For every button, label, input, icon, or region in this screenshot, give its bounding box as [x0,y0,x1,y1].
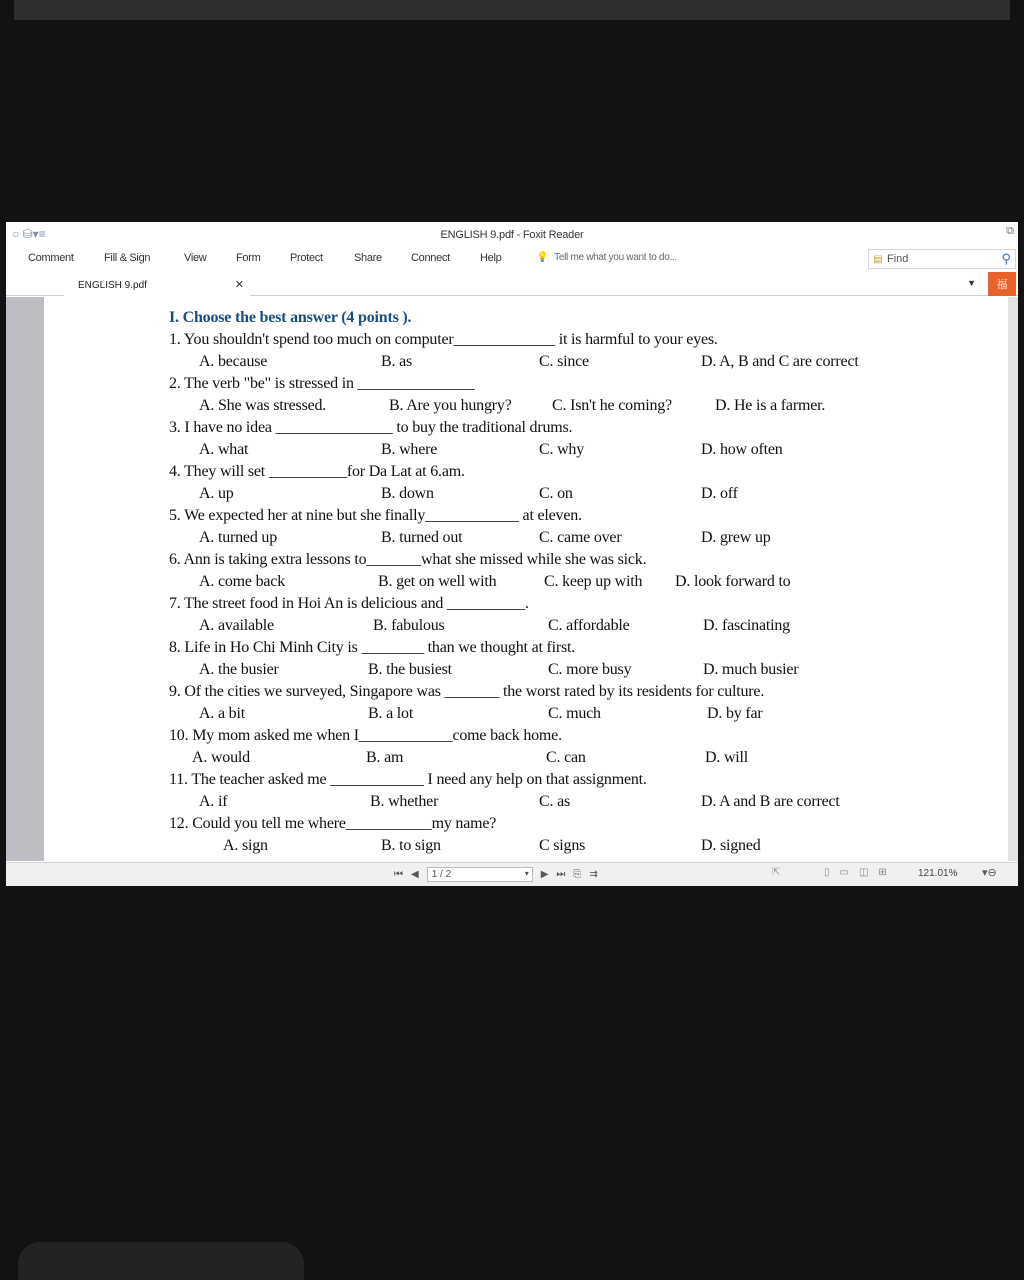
top-strip [14,0,1010,20]
answer-option: B. a lot [368,705,414,722]
answer-option: C. Isn't he coming? [552,397,672,414]
previous-page-icon[interactable]: ◀ [411,869,419,880]
next-view-icon[interactable]: ⇉ [589,869,598,880]
answer-option: C. came over [539,529,622,546]
tab-form[interactable]: Form [236,252,261,264]
view-mode-buttons [824,867,887,878]
question-10-options [169,749,989,771]
answer-option: B. fabulous [373,617,445,634]
navigation-sidebar[interactable] [6,297,44,861]
answer-option: C. keep up with [544,573,643,590]
tab-help[interactable]: Help [480,252,502,264]
question-5-options [169,529,989,551]
title-bar [6,222,1018,248]
answer-option: C. since [539,353,589,370]
vertical-scrollbar[interactable] [1008,297,1018,861]
previous-view-icon[interactable]: ⎘ [573,869,582,880]
question-4-options [169,485,989,507]
last-page-icon[interactable]: ⏭ [556,869,566,880]
tab-list-dropdown-icon[interactable]: ▼ [967,278,976,288]
question-list [169,331,989,859]
tab-connect[interactable]: Connect [411,252,450,264]
question-11: 11. The teacher asked me ____________ I need any help on that assignment. [169,771,647,788]
question-12-options [169,837,989,859]
section-heading: I. Choose the best answer (4 points ). [169,309,412,326]
zoom-level[interactable]: 121.01% [918,868,958,879]
answer-option: D. A, B and C are correct [701,353,859,370]
quick-access-toolbar[interactable]: ○ ⛁▾≡ [12,227,46,241]
answer-option: A. turned up [199,529,278,546]
bottom-overlay-panel [18,1242,304,1280]
answer-option: D. much busier [703,661,799,678]
zoom-out-icon[interactable]: ▾⊖ [982,867,997,879]
answer-option: D. signed [701,837,761,854]
answer-option: A. if [199,793,228,810]
answer-option: B. whether [370,793,439,810]
status-bar [6,862,1018,886]
document-tab-label: ENGLISH 9.pdf [78,280,147,291]
answer-option: C. as [539,793,571,810]
answer-option: B. to sign [381,837,441,854]
answer-option: A. She was stressed. [199,397,327,414]
answer-option: C. much [548,705,601,722]
question-7-options [169,617,989,639]
document-tab[interactable] [64,274,250,296]
answer-option: B. get on well with [378,573,497,590]
page-indicator: 1 / 2 [431,869,452,880]
question-2: 2. The verb "be" is stressed in _______________ [169,375,475,392]
foxit-reader-window [6,222,1018,886]
question-9-options [169,705,989,727]
window-title: ENGLISH 9.pdf - Foxit Reader [440,229,584,241]
page-number-input[interactable] [427,867,533,882]
answer-option: A. because [199,353,268,370]
question-1-options [169,353,989,375]
question-6: 6. Ann is taking extra lessons to_______what she missed while she was sick. [169,551,647,568]
close-icon[interactable]: ✕ [234,279,244,291]
answer-option: D. off [701,485,738,502]
question-4: 4. They will set __________for Da Lat at 6.am. [169,463,465,480]
answer-option: D. fascinating [703,617,790,634]
answer-option: A. up [199,485,234,502]
answer-option: C. on [539,485,573,502]
answer-option: B. as [381,353,413,370]
tell-me-text: Tell me what you want to do... [554,252,677,263]
tab-fill-sign[interactable]: Fill & Sign [104,252,151,264]
continuous-view-icon[interactable]: ▭ [839,867,849,878]
answer-option: B. am [366,749,404,766]
tab-share[interactable]: Share [354,252,382,264]
document-tab-bar [6,274,1018,296]
question-12: 12. Could you tell me where___________my name? [169,815,497,832]
find-placeholder: Find [887,253,909,265]
find-options-icon[interactable]: ▤ [873,253,883,265]
continuous-facing-view-icon[interactable]: ⊞ [878,867,887,878]
answer-option: A. a bit [199,705,245,722]
answer-option: B. the busiest [368,661,452,678]
answer-option: B. Are you hungry? [389,397,512,414]
search-icon[interactable]: ⚲ [1001,251,1011,266]
question-3: 3. I have no idea _______________ to buy the traditional drums. [169,419,573,436]
answer-option: A. would [192,749,250,766]
answer-option: C. can [546,749,586,766]
answer-option: A. sign [223,837,268,854]
cursor-icon[interactable]: ⇱ [772,867,781,878]
ribbon-tabs [6,248,1018,272]
answer-option: D. by far [707,705,763,722]
tab-comment[interactable]: Comment [28,252,74,264]
answer-option: A. the busier [199,661,279,678]
pdf-page [44,297,1008,861]
facing-view-icon[interactable]: ◫ [858,867,869,878]
answer-option: B. where [381,441,438,458]
restore-icon[interactable]: ⧉ [1006,225,1014,237]
page-dropdown-icon[interactable]: ▾ [524,869,529,878]
next-page-icon[interactable]: ▶ [540,869,549,880]
answer-option: C. affordable [548,617,630,634]
question-7: 7. The street food in Hoi An is delicious and __________. [169,595,529,612]
answer-option: A. available [199,617,274,634]
answer-option: D. will [705,749,749,766]
answer-option: D. how often [701,441,783,458]
first-page-icon[interactable]: ⏮ [394,869,403,880]
question-5: 5. We expected her at nine but she finally____________ at eleven. [169,507,582,524]
answer-option: C signs [539,837,586,854]
answer-option: D. look forward to [675,573,791,590]
answer-option: C. more busy [548,661,632,678]
answer-option: B. down [381,485,434,502]
document-content [169,309,989,859]
answer-option: D. grew up [701,529,771,546]
question-11-options [169,793,989,815]
question-9: 9. Of the cities we surveyed, Singapore was _______ the worst rated by its residents for culture. [169,683,765,700]
answer-option: A. come back [199,573,286,590]
lightbulb-icon: 💡 [536,252,549,263]
tell-me-box[interactable] [536,252,677,263]
find-input[interactable] [868,249,1016,269]
tab-view[interactable]: View [184,252,207,264]
question-3-options [169,441,989,463]
tab-protect[interactable]: Protect [290,252,323,264]
question-8: 8. Life in Ho Chi Minh City is ________ than we thought at first. [169,639,576,656]
single-page-view-icon[interactable]: ▯ [824,867,830,878]
question-1: 1. You shouldn't spend too much on computer_____________ it is harmful to your eyes. [169,331,718,348]
answer-option: D. A and B are correct [701,793,840,810]
question-2-options [169,397,989,419]
question-10: 10. My mom asked me when I____________come back home. [169,727,562,744]
answer-option: D. He is a farmer. [715,397,826,414]
answer-option: C. why [539,441,585,458]
foxit-badge-icon[interactable]: 福 [988,272,1016,296]
question-8-options [169,661,989,683]
question-6-options [169,573,989,595]
answer-option: B. turned out [381,529,463,546]
answer-option: A. what [199,441,249,458]
page-navigation [394,867,598,882]
